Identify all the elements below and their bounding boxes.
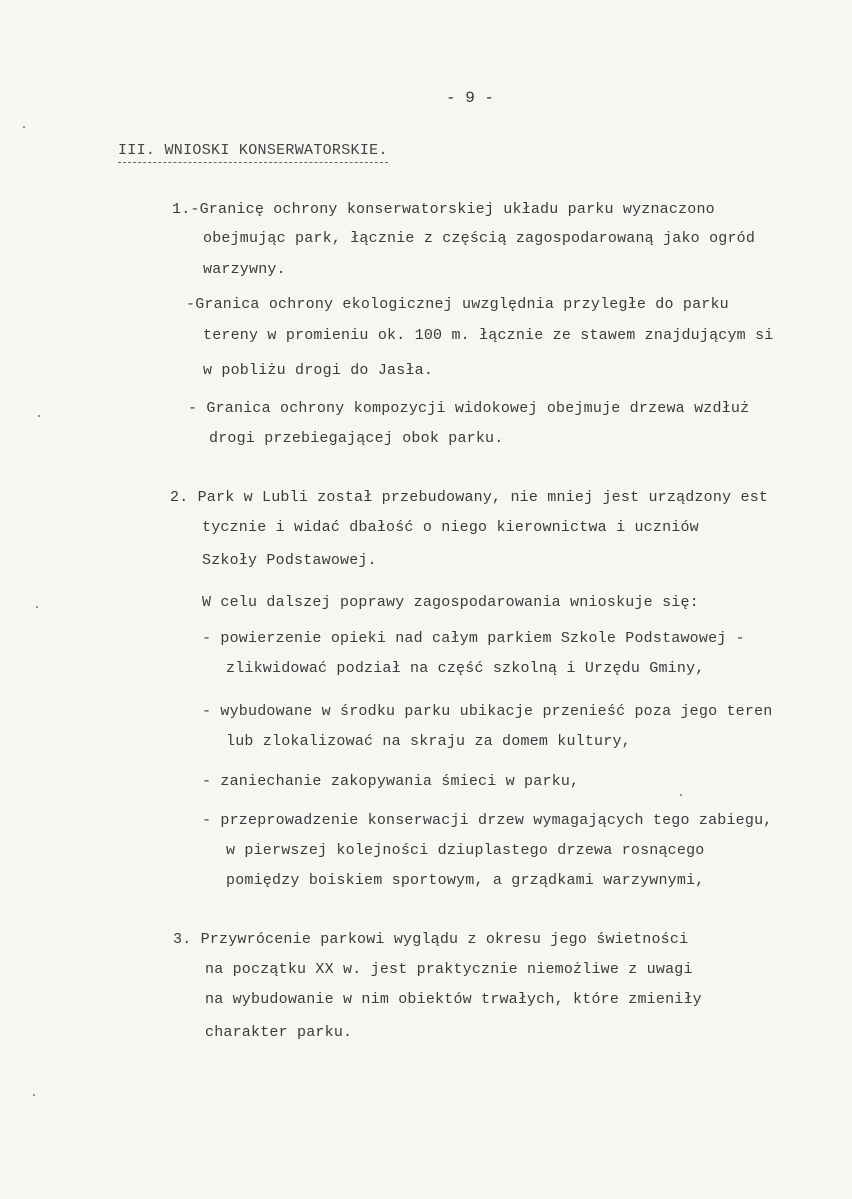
text-line: 3. Przywrócenie parkowi wyglądu z okresu jego świetności bbox=[173, 931, 689, 948]
text-line: w pobliżu drogi do Jasła. bbox=[203, 362, 434, 379]
section-heading: III. WNIOSKI KONSERWATORSKIE. bbox=[118, 142, 388, 163]
scan-speck bbox=[33, 1094, 35, 1096]
text-line: w pierwszej kolejności dziuplastego drzewa rosnącego bbox=[226, 842, 705, 859]
text-line: warzywny. bbox=[203, 261, 286, 278]
text-line: pomiędzy boiskiem sportowym, a grządkami warzywnymi, bbox=[226, 872, 705, 889]
page-number: - 9 - bbox=[446, 89, 495, 107]
text-line: 1.-Granicę ochrony konserwatorskiej układu parku wyznaczono bbox=[172, 201, 715, 218]
text-line: -Granica ochrony ekologicznej uwzględnia przyległe do parku bbox=[186, 296, 729, 313]
text-line: Szkoły Podstawowej. bbox=[202, 552, 377, 569]
text-line: 2. Park w Lubli został przebudowany, nie mniej jest urządzony est bbox=[170, 489, 769, 506]
scan-speck bbox=[680, 794, 682, 796]
text-line: charakter parku. bbox=[205, 1024, 353, 1041]
text-line: - Granica ochrony kompozycji widokowej obejmuje drzewa wzdłuż bbox=[188, 400, 750, 417]
text-line: - przeprowadzenie konserwacji drzew wymagających tego zabiegu, bbox=[202, 812, 773, 829]
text-line: na początku XX w. jest praktycznie niemożliwe z uwagi bbox=[205, 961, 693, 978]
text-line: - zaniechanie zakopywania śmieci w parku, bbox=[202, 773, 580, 790]
text-line: drogi przebiegającej obok parku. bbox=[209, 430, 504, 447]
scan-speck bbox=[23, 126, 25, 128]
scan-speck bbox=[38, 415, 40, 417]
text-line: lub zlokalizować na skraju za domem kultury, bbox=[226, 733, 631, 750]
text-line: tycznie i widać dbałość o niego kierownictwa i uczniów bbox=[202, 519, 699, 536]
text-line: tereny w promieniu ok. 100 m. łącznie ze stawem znajdującym si bbox=[203, 327, 774, 344]
text-line: - wybudowane w środku parku ubikacje przenieść poza jego teren bbox=[202, 703, 773, 720]
text-line: W celu dalszej poprawy zagospodarowania wnioskuje się: bbox=[202, 594, 699, 611]
scan-speck bbox=[36, 606, 38, 608]
text-line: - powierzenie opieki nad całym parkiem Szkole Podstawowej - bbox=[202, 630, 745, 647]
text-line: obejmując park, łącznie z częścią zagospodarowaną jako ogród bbox=[203, 230, 756, 247]
text-line: zlikwidować podział na część szkolną i Urzędu Gminy, bbox=[226, 660, 705, 677]
text-line: na wybudowanie w nim obiektów trwałych, które zmieniły bbox=[205, 991, 702, 1008]
